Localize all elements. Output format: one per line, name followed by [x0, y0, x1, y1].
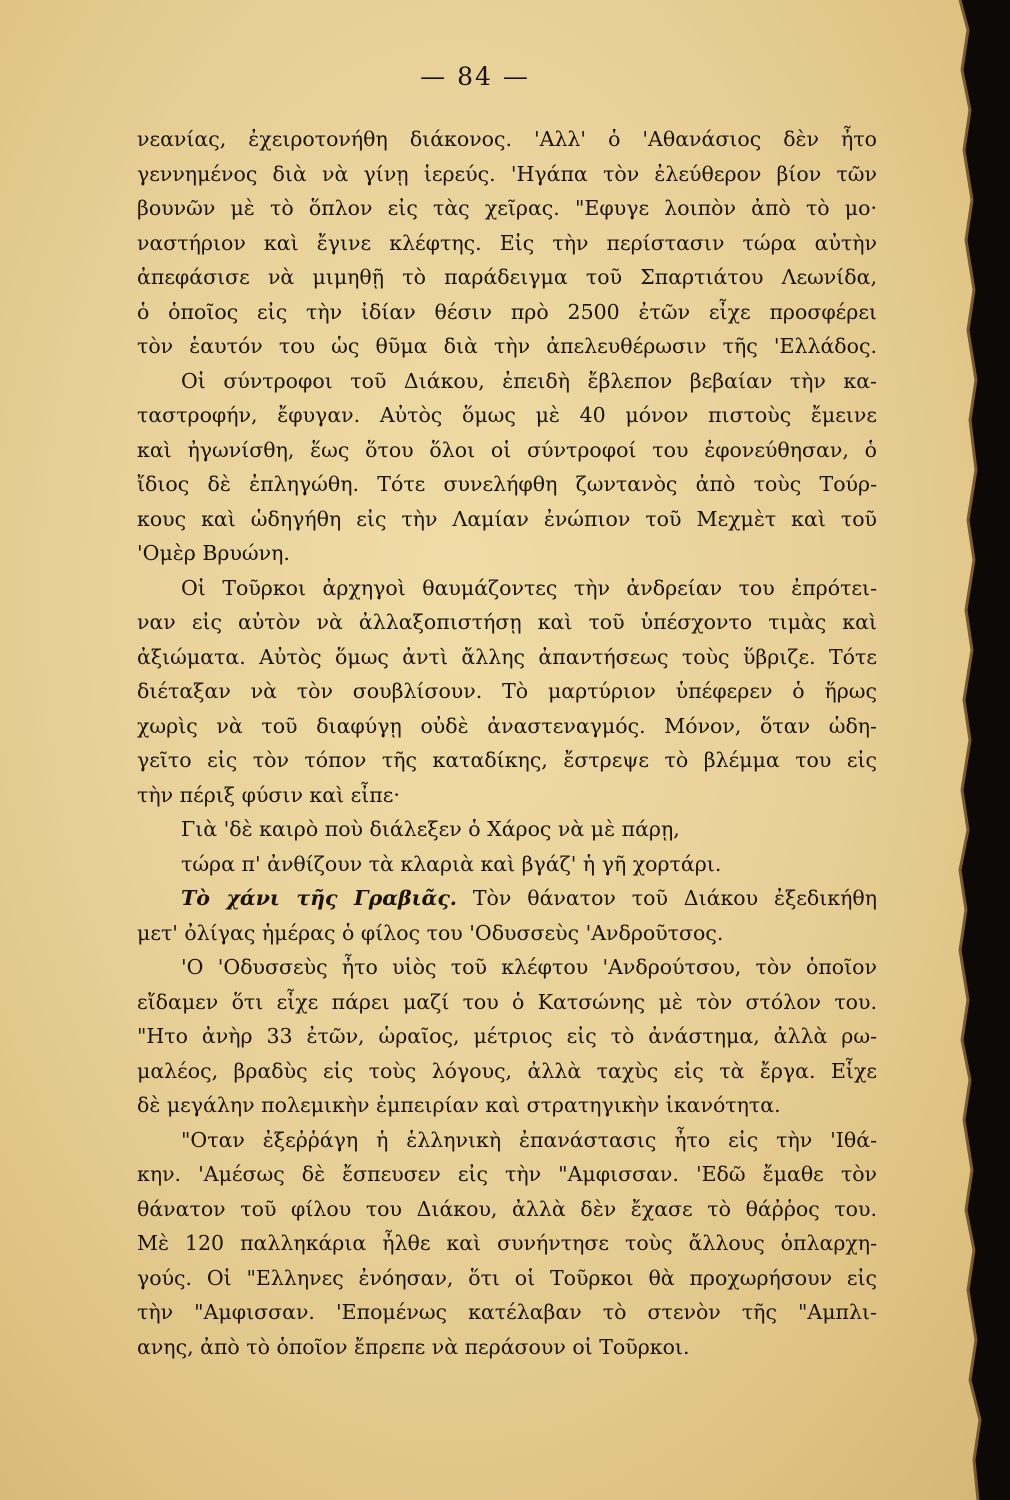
text-line: τὸν ἑαυτόν του ὡς θῦμα διὰ τὴν ἀπελευθέρωσιν τῆς 'Ελλάδος. [137, 334, 877, 358]
torn-page-edge [940, 0, 1010, 1500]
page-number: — 84 — [420, 62, 530, 91]
text-line: μετ' ὀλίγας ἡμέρας ὁ φίλος του 'Οδυσσεὺς 'Ανδροῦτσος. [137, 920, 724, 945]
verse-line: τώρα π' ἀνθίζουν τὰ κλαριὰ καὶ βγάζ' ἡ γῆ χορτάρι. [181, 851, 722, 876]
text-line: κην. 'Αμέσως δὲ ἔσπευσεν εἰς τὴν "Αμφισσαν. 'Εδῶ ἔμαθε τὸν [137, 1162, 877, 1186]
text-line: τὴν πέριξ φύσιν καὶ εἶπε· [137, 782, 400, 807]
text-line: διέταξαν νὰ τὸν σουβλίσουν. Τὸ μαρτύριον ὑπέφερεν ὁ ἥρως [137, 679, 877, 703]
text-line: ταστροφήν, ἔφυγαν. Αὐτὸς ὅμως μὲ 40 μόνον πιστοὺς ἔμεινε [137, 403, 877, 427]
section-heading: Τὸ χάνι τῆς Γραβιᾶς. [181, 886, 457, 910]
text-line: γούς. Οἱ "Ελληνες ἐνόησαν, ὅτι οἱ Τοῦρκοι θὰ προχωρήσουν εἰς [137, 1265, 877, 1290]
text-line: ἀπεφάσισε νὰ μιμηθῇ τὸ παράδειγμα τοῦ Σπαρτιάτου Λεωνίδα, [137, 265, 877, 289]
text-line: θάνατον τοῦ φίλου του Διάκου, ἀλλὰ δὲν ἔχασε τὸ θάῤῥος του. [137, 1196, 877, 1221]
text-line: 'Ομὲρ Βρυώνη. [137, 541, 290, 565]
text-line: χωρὶς νὰ τοῦ διαφύγῃ οὐδὲ ἀναστεναγμός. Μόνον, ὅταν ὡδη- [137, 713, 877, 738]
text-line: "Οταν ἐξεῤῥάγη ἡ ἑλληνικὴ ἐπανάστασις ἦτο εἰς τὴν 'Ιθά- [181, 1127, 877, 1152]
text-line: γεννημένος διὰ νὰ γίνῃ ἱερεύς. 'Ηγάπα τὸν ἐλεύθερον βίον τῶν [137, 161, 877, 186]
text-line: καὶ ἠγωνίσθη, ἕως ὅτου ὅλοι οἱ σύντροφοί του ἐφονεύθησαν, ὁ [137, 437, 877, 462]
text-line: δὲ μεγάλην πολεμικὴν ἐμπειρίαν καὶ στρατηγικὴν ἱκανότητα. [137, 1093, 781, 1117]
text-line: νεανίας, ἐχειροτονήθη διάκονος. 'Αλλ' ὁ 'Αθανάσιος δὲν ἦτο [137, 127, 877, 151]
text-line: εἴδαμεν ὅτι εἶχε πάρει μαζί του ὁ Κατσώνης μὲ τὸν στόλον του. [137, 989, 877, 1014]
text-line: 'Ο 'Οδυσσεὺς ἦτο υἱὸς τοῦ κλέφτου 'Ανδρούτσου, τὸν ὁποῖον [181, 955, 877, 979]
text-line-content: Τὸν θάνατον τοῦ Διάκου ἐξεδικήθη [472, 886, 877, 910]
text-line: Οἱ σύντροφοι τοῦ Διάκου, ἐπειδὴ ἔβλεπον βεβαίαν τὴν κα- [181, 368, 877, 393]
text-line: Οἱ Τοῦρκοι ἀρχηγοὶ θαυμάζοντες τὴν ἀνδρείαν του ἐπρότει- [181, 575, 877, 600]
text-line: βουνῶν μὲ τὸ ὅπλον εἰς τὰς χεῖρας. "Εφυγε λοιπὸν ἀπὸ τὸ μο· [137, 196, 877, 220]
verse-line: Γιὰ 'δὲ καιρὸ ποὺ διάλεξεν ὁ Χάρος νὰ μὲ πάρῃ, [181, 817, 680, 841]
text-line: ανης, ἀπὸ τὸ ὁποῖον ἔπρεπε νὰ περάσουν οἱ Τοῦρκοι. [137, 1334, 690, 1359]
text-line: ναστήριον καὶ ἔγινε κλέφτης. Εἰς τὴν περίστασιν τώρα αὐτὴν [137, 230, 877, 255]
text-line: ὁ ὁποῖος εἰς τὴν ἰδίαν θέσιν πρὸ 2500 ἐτῶν εἶχε προσφέρει [137, 299, 877, 324]
text-line: κους καὶ ὡδηγήθη εἰς τὴν Λαμίαν ἐνώπιον τοῦ Μεχμὲτ καὶ τοῦ [137, 506, 877, 531]
body-text [137, 122, 877, 1364]
text-line: μαλέος, βραδὺς εἰς τοὺς λόγους, ἀλλὰ ταχὺς εἰς τὰ ἔργα. Εἶχε [137, 1058, 877, 1083]
text-line: ναν εἰς αὐτὸν νὰ ἀλλαξοπιστήσῃ καὶ τοῦ ὑπέσχοντο τιμὰς καὶ [137, 610, 877, 634]
text-line: γεῖτο εἰς τὸν τόπον τῆς καταδίκης, ἔστρεψε τὸ βλέμμα του εἰς [137, 748, 877, 772]
text-line: τὴν "Αμφισσαν. 'Επομένως κατέλαβαν τὸ στενὸν τῆς "Αμπλι- [137, 1300, 877, 1324]
text-line: ἴδιος δὲ ἐπληγώθη. Τότε συνελήφθη ζωντανὸς ἀπὸ τοὺς Τούρ- [137, 472, 877, 496]
text-line: Μὲ 120 παλληκάρια ἦλθε καὶ συνήντησε τοὺς ἄλλους ὁπλαρχη- [137, 1231, 877, 1255]
text-line: "Ητο ἀνὴρ 33 ἐτῶν, ὡραῖος, μέτριος εἰς τὸ ἀνάστημα, ἀλλὰ ρω- [137, 1024, 877, 1048]
text-line: ἀξιώματα. Αὐτὸς ὅμως ἀντὶ ἄλλης ἀπαντήσεως τοὺς ὕβριζε. Τότε [137, 644, 877, 669]
text-line [137, 881, 877, 916]
